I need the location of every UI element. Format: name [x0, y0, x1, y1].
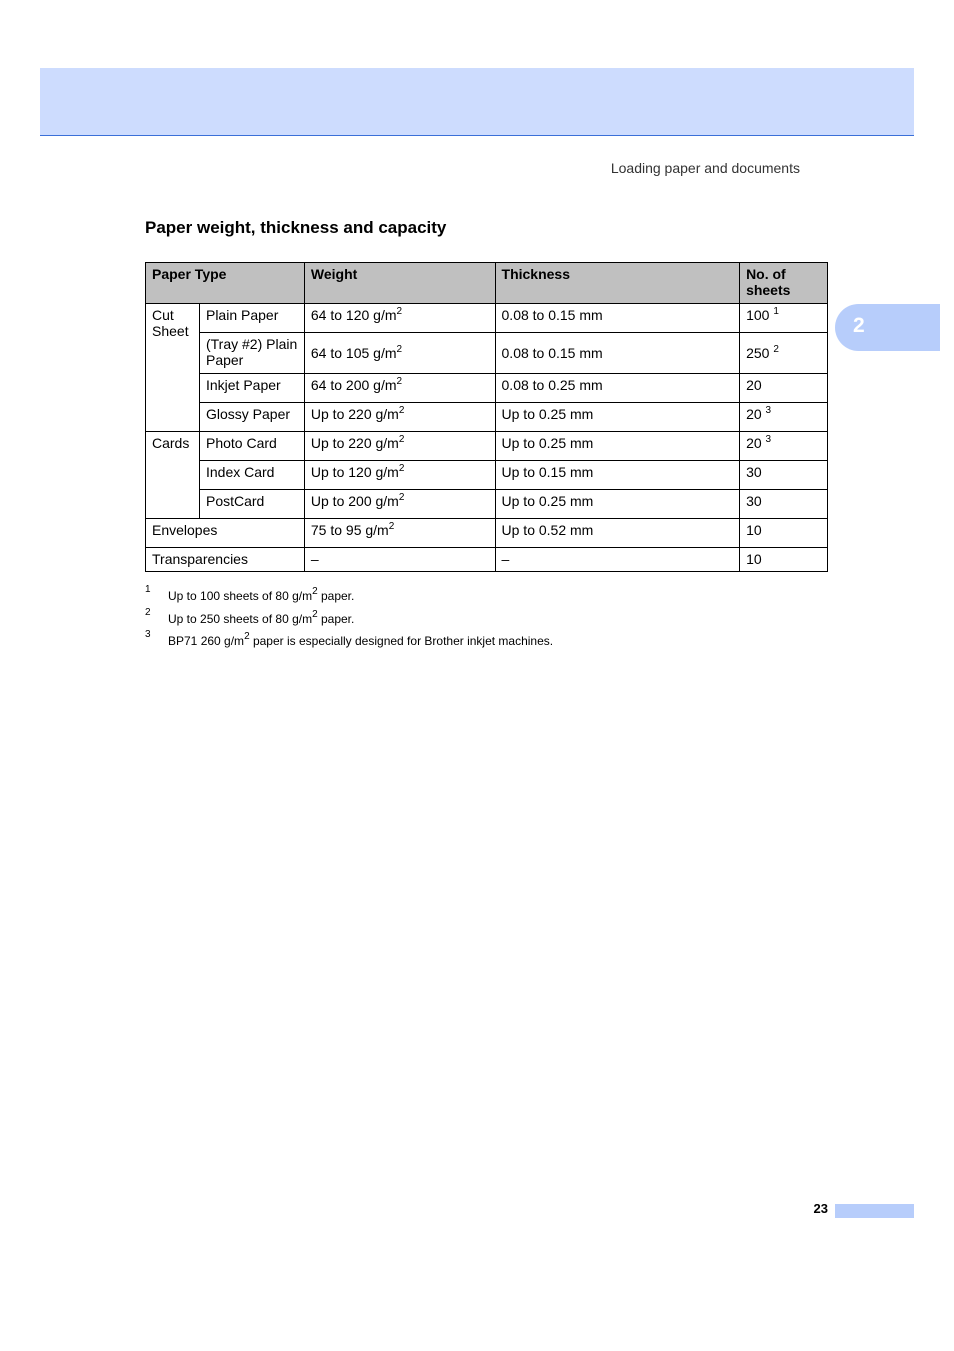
chapter-tab	[835, 304, 940, 351]
cell-sheets: 30	[740, 490, 828, 519]
table-row	[146, 333, 828, 374]
cell-thickness: 0.08 to 0.25 mm	[495, 374, 740, 403]
cell-sheets: 20	[740, 374, 828, 403]
cell-type: Envelopes	[146, 519, 305, 548]
cell-thickness: Up to 0.25 mm	[495, 432, 740, 461]
table-row	[146, 432, 828, 461]
page-number-bar	[835, 1204, 914, 1218]
cell-thickness: Up to 0.15 mm	[495, 461, 740, 490]
cell-weight: 64 to 105 $g/m^2$	[304, 333, 495, 374]
cell-type: Photo Card	[199, 432, 304, 461]
cell-sheets: 250 $^2$	[740, 333, 828, 374]
cell-type: Index Card	[199, 461, 304, 490]
header-weight: Weight	[304, 263, 495, 304]
cell-weight: Up to 200 $g/m^2$	[304, 490, 495, 519]
page-number: 23	[813, 1201, 828, 1216]
header-paper-type: Paper Type	[146, 263, 305, 304]
cell-type: Glossy Paper	[199, 403, 304, 432]
table-row	[146, 548, 828, 572]
footnote-ref: 3	[765, 434, 772, 445]
cell-weight: 64 to 120 $g/m^2$	[304, 304, 495, 333]
table-row	[146, 519, 828, 548]
table-row	[146, 403, 828, 432]
cell-sheets: 100 $^1$	[740, 304, 828, 333]
cell-type: Plain Paper	[199, 304, 304, 333]
paper-spec-table	[145, 262, 828, 572]
cell-sheets: 20 $^3$	[740, 403, 828, 432]
chapter-number: 2	[853, 314, 865, 337]
cell-sheets: 10	[740, 548, 828, 572]
cell-sheets: 10	[740, 519, 828, 548]
cell-type: Inkjet Paper	[199, 374, 304, 403]
cell-thickness: Up to 0.52 mm	[495, 519, 740, 548]
cell-sheets: 30	[740, 461, 828, 490]
cell-weight: 64 to 200 $g/m^2$	[304, 374, 495, 403]
footnote-mark: 3	[145, 629, 151, 640]
section-title: Paper weight, thickness and capacity	[145, 218, 447, 237]
footnote-text: Up to 100 sheets of 80 $g/m^2$ paper.	[168, 586, 355, 603]
header-band	[40, 68, 914, 136]
cell-thickness: 0.08 to 0.15 mm	[495, 333, 740, 374]
cell-type: PostCard	[199, 490, 304, 519]
header-sheets: No. of sheets	[740, 263, 828, 304]
table-row	[146, 304, 828, 333]
cell-thickness: 0.08 to 0.15 mm	[495, 304, 740, 333]
cell-weight: Up to 220 $g/m^2$	[304, 432, 495, 461]
footnote-ref: 2	[773, 344, 779, 355]
table-row	[146, 461, 828, 490]
cell-weight: Up to 220 $g/m^2$	[304, 403, 495, 432]
cell-weight: 75 to 95 $g/m^2$	[304, 519, 495, 548]
group-cards: Cards	[146, 432, 200, 519]
table-header-row	[146, 263, 828, 304]
running-head: Loading paper and documents	[610, 160, 800, 176]
footnote-ref: 1	[773, 306, 779, 317]
cell-type: Transparencies	[146, 548, 305, 572]
cell-weight: –	[304, 548, 495, 572]
footnote-mark: 1	[145, 584, 151, 595]
footnote-ref: 3	[765, 405, 772, 416]
table-row	[146, 374, 828, 403]
cell-weight: Up to 120 $g/m^2$	[304, 461, 495, 490]
header-thickness: Thickness	[495, 263, 740, 304]
cell-type: (Tray #2) Plain Paper	[199, 333, 304, 374]
cell-thickness: –	[495, 548, 740, 572]
table-row	[146, 490, 828, 519]
cell-thickness: Up to 0.25 mm	[495, 490, 740, 519]
group-cut-sheet: Cut Sheet	[146, 304, 200, 432]
cell-sheets: 20 $^3$	[740, 432, 828, 461]
footnote-mark: 2	[145, 606, 151, 618]
footnote-text: Up to 250 sheets of 80 $g/m^2$ paper.	[168, 608, 355, 626]
cell-thickness: Up to 0.25 mm	[495, 403, 740, 432]
footnote-text: BP71 260 $g/m^2$ paper is especially designed for Brother inkjet machines.	[168, 631, 554, 648]
